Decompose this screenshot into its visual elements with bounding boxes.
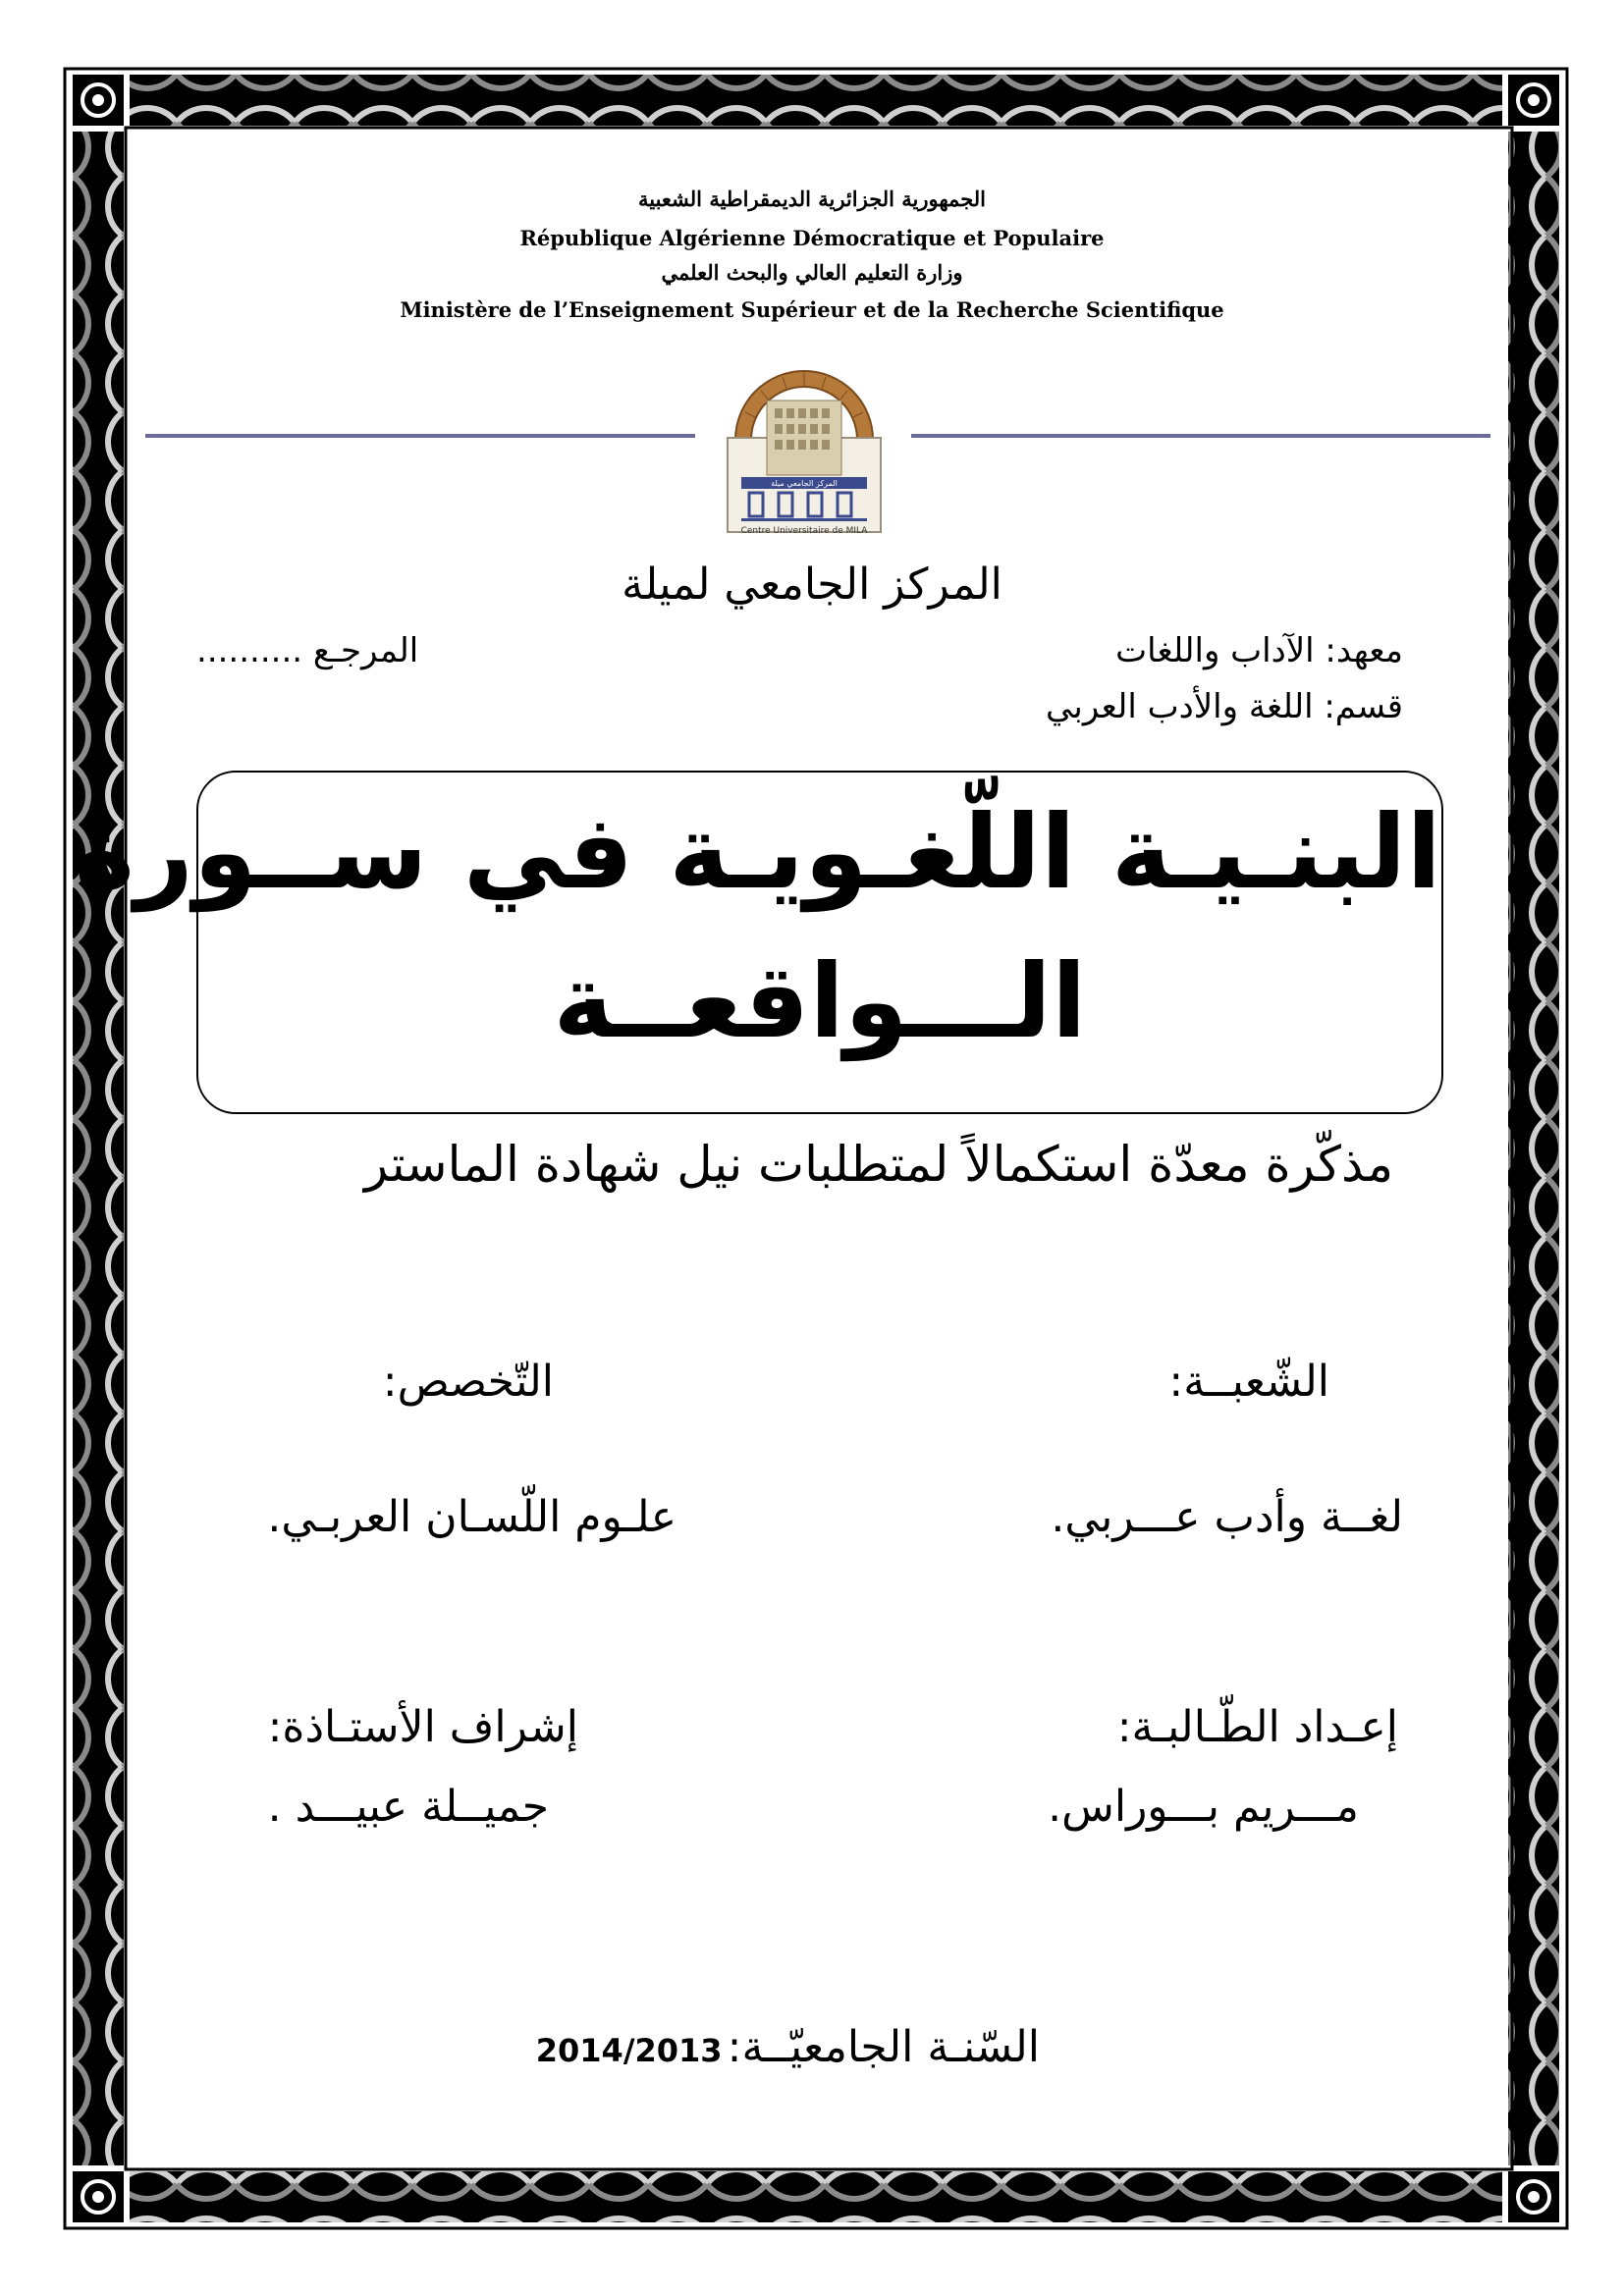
branch-value: لغــة وأدب عـــربي. — [1051, 1492, 1403, 1542]
corner-ornament — [73, 75, 124, 126]
ministry-arabic: وزارة التعليم العالي والبحث العلمي — [661, 260, 963, 285]
logo-caption: Centre Universitaire de MILA — [740, 526, 868, 536]
academic-year — [536, 2022, 1040, 2072]
thesis-subtitle: مذكّرة معدّة استكمالاً لمتطلبات نيل شهادة الماستر — [364, 1136, 1393, 1193]
student-label: إعـداد الطّـالبـة: — [1116, 1702, 1398, 1752]
academic-year-label: السّنـة الجامعيّــة: — [727, 2022, 1040, 2072]
supervisor-name: جميــلة عبيـــد . — [267, 1782, 549, 1832]
republic-arabic: الجمهورية الجزائرية الديمقراطية الشعبية — [637, 187, 986, 211]
specialty-value: علـوم اللّسـان العربـي. — [267, 1492, 677, 1542]
specialty-label: التّخصص: — [382, 1357, 554, 1407]
academic-year-value: 2014/2013 — [535, 2032, 723, 2069]
university-center-name: المركز الجامعي لميلة — [622, 560, 1002, 610]
supervisor-label: إشراف الأستـاذة: — [267, 1702, 578, 1752]
thesis-title-box — [74, 771, 1443, 1114]
student-name: مـــريم بـــوراس. — [1048, 1782, 1359, 1832]
department-line: قسم: اللغة والأدب العربي — [1046, 687, 1403, 726]
thesis-title-line-2: الـــواقعــة — [553, 941, 1087, 1061]
thesis-title-line-1: البنـيـة اللّغـويـة في ســورة — [74, 792, 1441, 912]
header-rule-left — [145, 434, 695, 438]
republic-french: République Algérienne Démocratique et Populaire — [519, 226, 1105, 250]
logo-banner-text: المركز الجامعي ميلة — [771, 479, 838, 488]
university-logo — [722, 361, 887, 538]
corner-ornament — [1508, 75, 1559, 126]
branch-label: الشّعبــة: — [1168, 1357, 1329, 1407]
institute-line: معهد: الآداب واللغات — [1115, 631, 1403, 670]
corner-ornament — [73, 2171, 124, 2222]
reference-line: المرجـع .......... — [196, 631, 419, 670]
corner-ornament — [1508, 2171, 1559, 2222]
header-rule-right — [911, 434, 1490, 438]
ministry-french: Ministère de l’Enseignement Supérieur et de la Recherche Scientifique — [400, 297, 1224, 322]
